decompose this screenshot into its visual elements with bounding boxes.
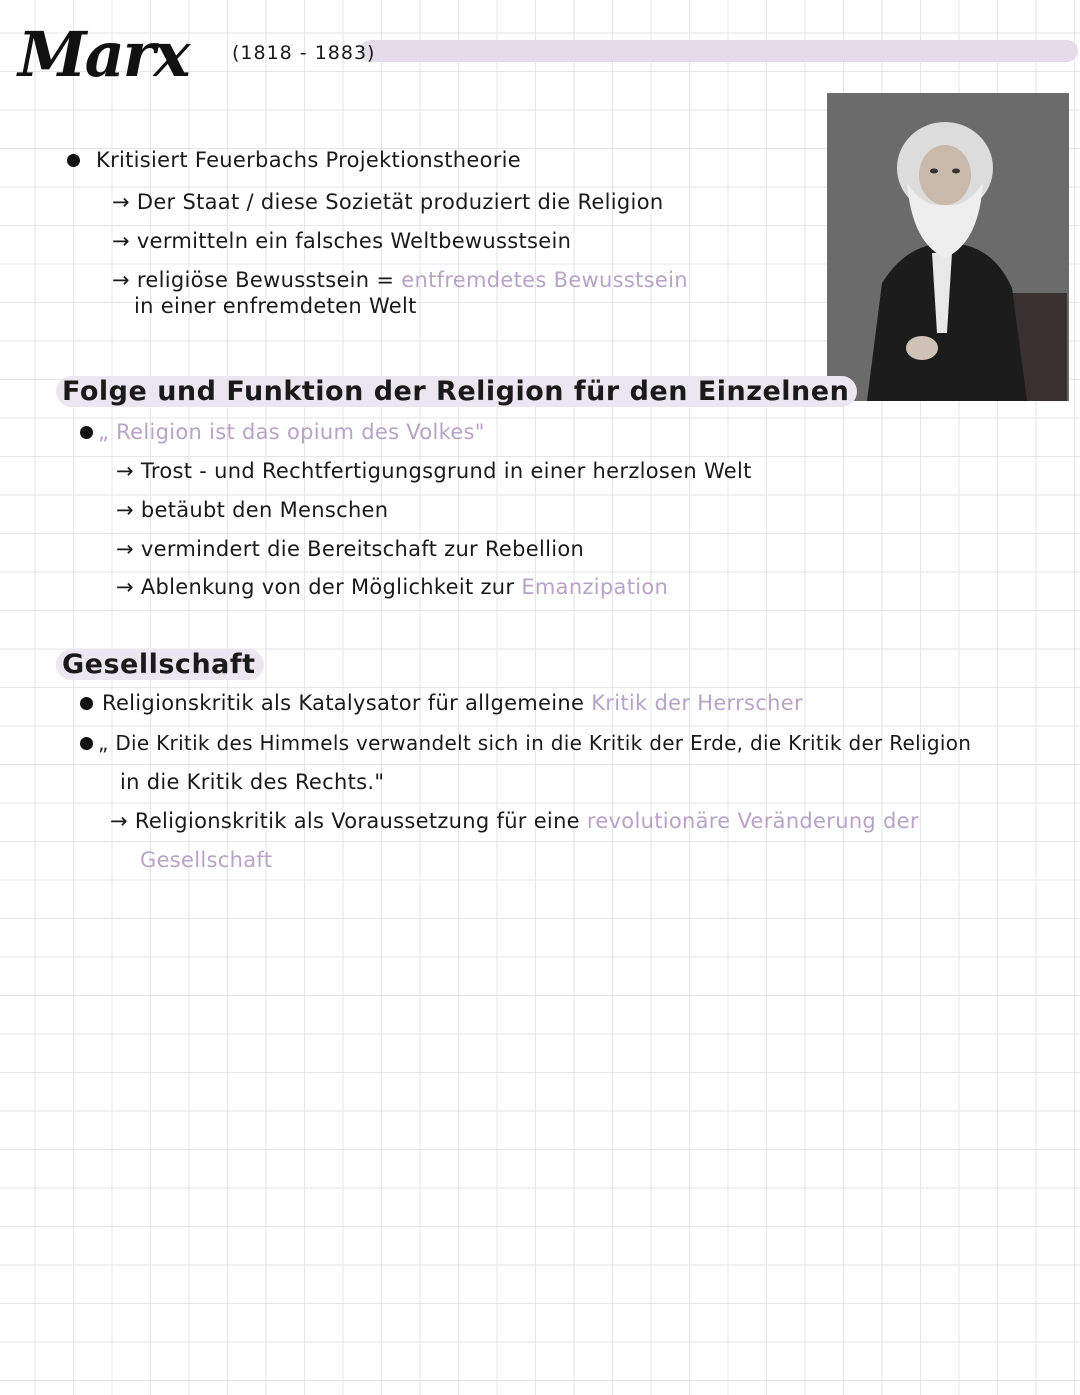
bullet-dot (80, 697, 93, 710)
section1-arrow-4 (116, 575, 668, 599)
section2-arrow-accent-continuation: Gesellschaft (140, 848, 273, 872)
bullet-dot (80, 426, 93, 439)
intro-arrow-3-text: → religiöse Bewusstsein = (112, 268, 395, 292)
section1-arrow-4-accent: Emanzipation (521, 575, 669, 599)
section1-arrow-2: → betäubt den Menschen (116, 498, 389, 522)
section1-arrow-4-text: → Ablenkung von der Möglichkeit zur (116, 575, 515, 599)
date-highlight-bar (360, 40, 1078, 62)
portrait-photo-icon (827, 93, 1069, 401)
section-heading-folge: Folge und Funktion der Religion für den Einzelnen (56, 376, 857, 407)
bullet-dot (67, 154, 80, 167)
section1-arrow-3: → vermindert die Bereitschaft zur Rebellion (116, 537, 585, 561)
life-dates: (1818 - 1883) (232, 42, 376, 64)
intro-arrow-1: → Der Staat / diese Sozietät produziert die Religion (112, 190, 664, 214)
section2-arrow-text: → Religionskritik als Voraussetzung für eine (110, 809, 580, 833)
portrait-image (827, 93, 1069, 401)
section2-bullet-1-text: Religionskritik als Katalysator für allgemeine (102, 691, 585, 715)
section2-arrow-accent: revolutionäre Veränderung der (586, 809, 919, 833)
section2-arrow (110, 809, 919, 833)
intro-arrow-2: → vermitteln ein falsches Weltbewusstsein (112, 229, 572, 253)
section2-quote-line-1: „ Die Kritik des Himmels verwandelt sich in die Kritik der Erde, die Kritik der Religion (98, 731, 972, 755)
bullet-dot (80, 737, 93, 750)
section-heading-gesellschaft: Gesellschaft (56, 649, 264, 680)
intro-arrow-3 (112, 268, 688, 292)
intro-bullet-text: Kritisiert Feuerbachs Projektionstheorie (96, 148, 522, 172)
section2-bullet-1 (102, 691, 803, 715)
page-title: Marx (18, 18, 189, 91)
section2-quote-line-2: in die Kritik des Rechts." (120, 770, 385, 794)
intro-arrow-3-continuation: in einer enfremdeten Welt (134, 294, 417, 318)
intro-arrow-3-accent: entfremdetes Bewusstsein (401, 268, 688, 292)
section2-bullet-1-accent: Kritik der Herrscher (591, 691, 803, 715)
opium-quote: „ Religion ist das opium des Volkes" (98, 420, 485, 444)
section1-arrow-1: → Trost - und Rechtfertigungsgrund in einer herzlosen Welt (116, 459, 752, 483)
